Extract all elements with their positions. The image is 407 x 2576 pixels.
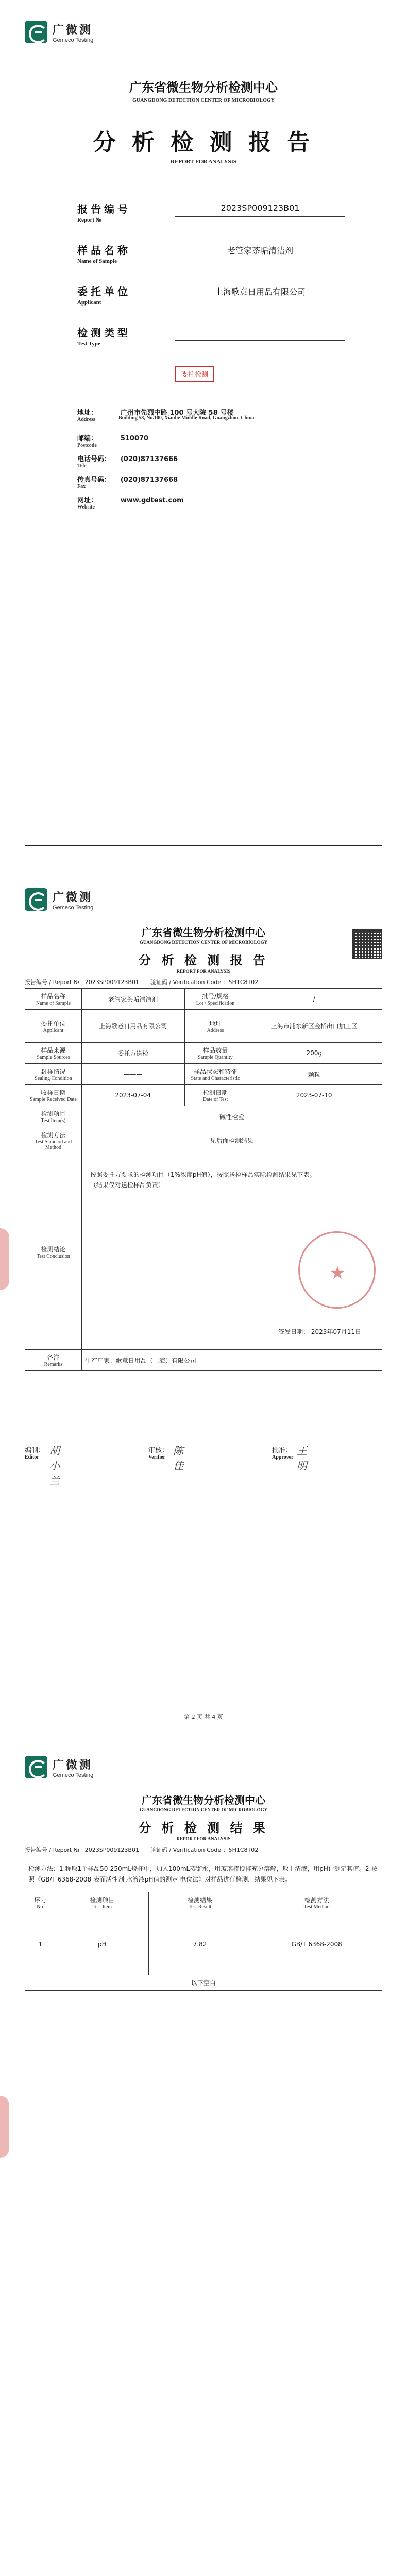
row-method: GB/T 6368-2008 [251, 1913, 382, 1975]
tele-label: 电话号码： [77, 455, 111, 463]
contact-tele [77, 453, 345, 469]
results-title-cn: 分 析 检 测 结 果 [139, 1821, 268, 1835]
row-no: 1 [25, 1913, 56, 1975]
report-title-en: REPORT FOR ANALYSIS [171, 159, 236, 165]
sample-source-value: 委托方送检 [81, 1043, 184, 1064]
approver-signature: 王明 [297, 1445, 307, 1472]
cover-row-applicant [77, 283, 345, 306]
label-cn: 报告编号 [77, 203, 131, 215]
row-result: 7.82 [148, 1913, 251, 1975]
test-item-value: 碱性检验 [81, 1106, 382, 1127]
org-title-cn: 广东省微生物分析检测中心 [129, 80, 278, 95]
gdtest-logo-icon [25, 888, 47, 911]
address-value: 广州市先烈中路 100 号大院 58 号楼 [120, 409, 234, 417]
table-row [25, 1856, 382, 1892]
method-value: 见后面检测结果 [81, 1127, 382, 1154]
client-value: 上海歌意日用品有限公司 [81, 1010, 184, 1043]
paging-seal [0, 1228, 9, 1290]
table-row: 检测结论 Test Conclusion 按照委托方要求的检测项目（1%浓度pH值），按照送检样品实际检测结果见下表。 （结果仅对送检样品负责） ★ 签发日期： 2023年07月11日 [25, 1154, 382, 1350]
lot-value: / [246, 989, 382, 1010]
signer-editor: 编制： 胡小兰 Editor [25, 1445, 45, 1460]
org-title-cn: 广东省微生物分析检测中心 [142, 1794, 265, 1806]
test-type-stamp: 委托检测 [175, 366, 214, 382]
report-meta: 报告编号 / Report № : 2023SP009123B01 验证码 / Verification Code ：5H1C8T02 [25, 979, 259, 986]
address-en: Address [77, 417, 95, 422]
fax-en: Fax [77, 484, 86, 489]
gdtest-logo-icon [25, 1756, 47, 1778]
page-divider [25, 845, 382, 846]
postcode-en: Postcode [77, 443, 97, 448]
logo-en: Gemeco Testing [53, 37, 94, 43]
logo-cn: 广微测 [53, 23, 93, 37]
postcode-value: 510070 [120, 435, 149, 443]
inspection-seal-icon [298, 1231, 376, 1309]
logo-en: Gemeco Testing [53, 1772, 94, 1778]
address-value: 上海市浦东新区金桥出口加工区 [246, 1010, 382, 1043]
website-en: Website [77, 504, 95, 510]
page-footer: 第 2 页 共 4 页 [184, 1714, 223, 1720]
table-row: 收样日期 Sample Received Date 2023-07-04 检测日期 Date of Test 2023-07-10 [25, 1085, 382, 1106]
results-table [25, 1856, 382, 1991]
verifier-signature: 陈佳 [173, 1445, 183, 1472]
cover-row-sample-name [77, 242, 345, 264]
label-cn: 委托单位 [77, 285, 131, 298]
org-title-en: GUANGDONG DETECTION CENTER OF MICROBIOLOGY [139, 1807, 268, 1812]
method-description: 检测方法：1.称取1个样品50-250mL烧杯中，加入100mL蒸馏水，用玻璃棒搅拌充分溶解，取上清液，用pH计测定其值。2.按照《GB/T 6368-2008 表面活性剂 水溶液pH值的测定 电位法》对样品进行检测，结果见下表。 [25, 1856, 382, 1892]
sample-name-value: 老管家茶垢清洁剂 [81, 989, 184, 1010]
seal-value: ——— [81, 1064, 184, 1085]
website-label: 网址： [77, 497, 98, 504]
sample-qty-value: 200g [246, 1043, 382, 1064]
fax-value: (020)87137668 [120, 476, 178, 484]
contact-website [77, 495, 345, 510]
test-date-value: 2023-07-10 [246, 1085, 382, 1106]
paging-seal [0, 2096, 9, 2158]
logo-cn: 广微测 [53, 1758, 93, 1772]
issue-date-label: 签发日期： [278, 1328, 310, 1335]
report-title-en: REPORT FOR ANALYSIS [176, 969, 231, 974]
org-title-cn: 广东省微生物分析检测中心 [142, 926, 265, 939]
label-en: Name of Sample [77, 258, 117, 264]
cover-row-test-type [77, 325, 345, 347]
report-title-cn: 分 析 检 测 报 告 [93, 129, 314, 156]
report-meta: 报告编号 / Report № : 2023SP009123B01 验证码 / Verification Code ：5H1C8T02 [25, 1846, 259, 1853]
logo-en: Gemeco Testing [53, 904, 94, 911]
state-value: 颗粒 [246, 1064, 382, 1085]
fax-label: 传真号码： [77, 476, 111, 484]
report-title-cn: 分 析 检 测 报 告 [139, 953, 268, 968]
table-row: 检测项目 Test Item(s) 碱性检验 [25, 1106, 382, 1127]
results-title-en: REPORT FOR ANALYSIS [176, 1836, 231, 1841]
remark-value: 生产厂家：歌意日用品（上海）有限公司 [81, 1350, 382, 1371]
label-en: Test Type [77, 341, 100, 347]
label-en: Applicant [77, 299, 101, 306]
address-value-en: Building 58, No.100, Xianlie Middle Road, Guangzhou, China [118, 415, 255, 421]
table-end-note: 以下空白 [25, 1975, 382, 1991]
logo-cn: 广微测 [53, 891, 93, 904]
qr-code-icon [352, 929, 382, 959]
row-item: pH [56, 1913, 148, 1975]
table-row: 委托单位 Applicant 上海歌意日用品有限公司 地址 Address 上海市浦东新区金桥出口加工区 [25, 1010, 382, 1043]
postcode-label: 邮编： [77, 435, 98, 443]
table-row: 样品名称 Name of Sample 老管家茶垢清洁剂 批号/规格 Lot / Specification / [25, 989, 382, 1010]
contact-postcode [77, 433, 345, 448]
tele-value: (020)87137666 [120, 455, 178, 463]
tele-en: Tele [77, 463, 87, 469]
table-row: 检测方法 Test Standard and Method 见后面检测结果 [25, 1127, 382, 1154]
table-row: 备注 Remarks 生产厂家：歌意日用品（上海）有限公司 [25, 1350, 382, 1371]
cover-page [0, 0, 407, 868]
signer-approver: 批准： 王明 Approver [272, 1445, 293, 1460]
org-title-en: GUANGDONG DETECTION CENTER OF MICROBIOLOGY [139, 940, 268, 945]
label-cn: 样品名称 [77, 244, 131, 257]
brand-logo [25, 888, 93, 911]
table-header-row: 序号 No. 检测项目 Test Item 检测结果 Test Result 检测方法 Test Method [25, 1892, 382, 1913]
summary-table [25, 988, 382, 1371]
address-label: 地址： [77, 409, 98, 417]
signer-verifier: 审核： 陈佳 Verifier [148, 1445, 168, 1460]
brand-logo [25, 21, 93, 43]
editor-signature: 胡小兰 [49, 1445, 60, 1487]
table-row [25, 1913, 382, 1975]
cover-row-report-no [77, 201, 345, 223]
conclusion-text: 按照委托方要求的检测项目（1%浓度pH值），按照送检样品实际检测结果见下表。 （结果仅对送检样品负责） [90, 1171, 316, 1189]
label-cn: 检测类型 [77, 327, 131, 339]
gdtest-logo-icon [25, 21, 47, 43]
sample-name: 老管家茶垢清洁剂 [227, 246, 293, 256]
applicant-name: 上海歌意日用品有限公司 [214, 287, 306, 297]
report-summary-page [0, 868, 407, 1735]
table-row [25, 1975, 382, 1991]
org-title-en: GUANGDONG DETECTION CENTER OF MICROBIOLOGY [132, 98, 275, 104]
received-date-value: 2023-07-04 [81, 1085, 184, 1106]
website-value[interactable]: www.gdtest.com [120, 497, 184, 504]
brand-logo [25, 1756, 93, 1778]
label-en: Report № [77, 217, 101, 223]
table-row: 封样情况 Sealing Condition ——— 样品状态和特征 State and Characteristic 颗粒 [25, 1064, 382, 1085]
table-row: 样品来源 Sample Sources 委托方送检 样品数量 Sample Quantity 200g [25, 1043, 382, 1064]
issue-date-value: 2023年07月11日 [311, 1328, 361, 1335]
report-number: 2023SP009123B01 [221, 203, 300, 213]
contact-address [77, 407, 345, 421]
results-page [0, 1735, 407, 2576]
contact-fax [77, 474, 345, 489]
